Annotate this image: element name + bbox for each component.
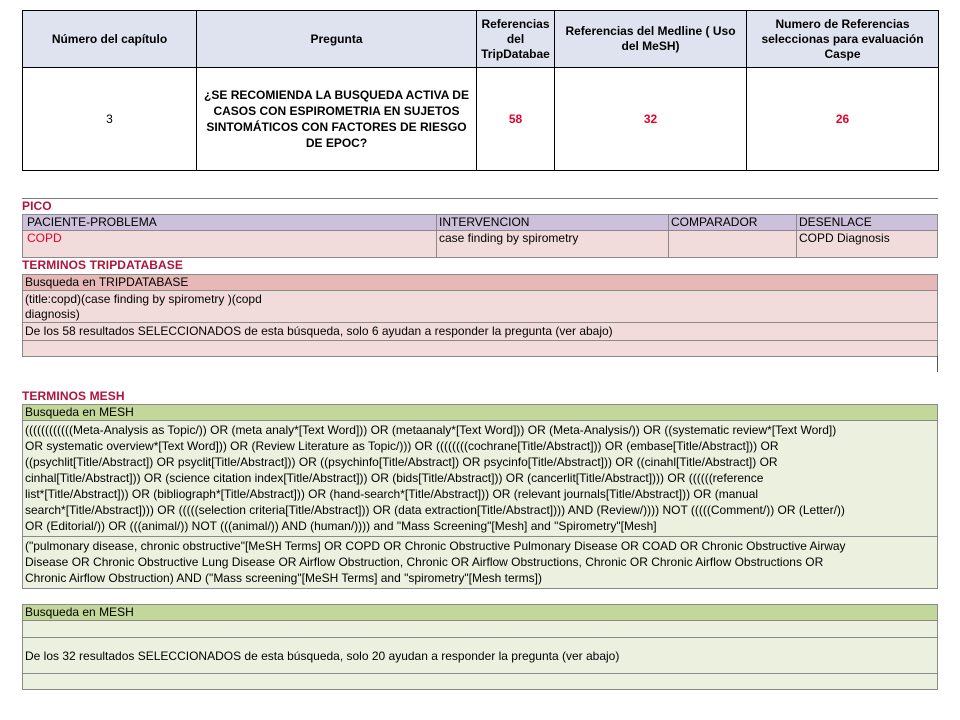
mesh-query-2-line-3: Chronic Airflow Obstruction) AND ("Mass screening"[MeSH Terms] and "spirometry"[Mesh terms]) — [25, 571, 542, 585]
mesh-result-text: De los 32 resultados SELECCIONADOS de esta búsqueda, solo 20 ayudan a responder la pregunta (ver abajo) — [22, 637, 938, 674]
caspe-refs-value: 26 — [747, 68, 939, 171]
mesh-empty-row-1 — [22, 620, 938, 638]
trip-empty-row — [22, 340, 938, 357]
trip-border-tail — [937, 356, 938, 372]
pico-header-patient: PACIENTE-PROBLEMA — [25, 215, 437, 230]
pico-value-outcome: COPD Diagnosis — [799, 231, 890, 245]
mesh-query-1-line-5: list*[Title/Abstract])) OR (bibliograph*[Title/Abstract])) OR (hand-search*[Title/Abstract])) OR (relevant journals[Title/Abstract])) OR (manual — [25, 487, 759, 501]
pico-header-row — [22, 214, 938, 231]
trip-query-line-1: (title:copd)(case finding by spirometry )(copd — [25, 292, 262, 306]
trip-query — [22, 290, 938, 323]
header-chapter: Número del capítulo — [23, 11, 197, 68]
mesh-query-2-line-1: ("pulmonary disease, chronic obstructive"[MeSH Terms] OR COPD OR Chronic Obstructive Pulmonary Disease OR COAD OR Chronic Obstructive Airway — [25, 539, 846, 553]
trip-query-line-2: diagnosis) — [25, 307, 80, 321]
mesh-query-1-line-7: OR (Editorial/)) OR (((animal/)) NOT (((animal/)) AND (human/)))) and "Mass Screening"[Mesh] and "Spirometry"[Mesh] — [25, 519, 657, 533]
summary-data-row — [23, 68, 939, 171]
mesh-query-2 — [22, 536, 938, 589]
mesh-query-1-line-4: cinhal[Title/Abstract])) OR (science citation index[Title/Abstract])) OR (bids[Title/Abstract])) OR (cancerlit[Title/Abstract]))) OR ((((((reference — [25, 471, 764, 485]
header-caspe-refs: Numero de Referencias seleccionas para evaluación Caspe — [747, 11, 939, 68]
trip-title: TERMINOS TRIPDATABASE — [22, 258, 183, 272]
pico-header-outcome: DESENLACE — [799, 215, 872, 229]
trip-refs-value: 58 — [477, 68, 555, 171]
mesh-query-1 — [22, 420, 938, 537]
trip-search-header: Busqueda en TRIPDATABASE — [22, 274, 938, 291]
summary-table — [22, 10, 939, 171]
mesh-query-1-line-3: ((psychlit[Title/Abstract]) OR psyclit[Title/Abstract])) OR ((psychinfo[Title/Abstract]) OR psycinfo[Title/Abstract])) OR ((cinahl[Title/Abstract]) OR — [25, 455, 778, 469]
header-trip-refs: Referencias del TripDatabae — [477, 11, 555, 68]
header-question: Pregunta — [197, 11, 477, 68]
pico-title: PICO — [22, 199, 52, 213]
mesh-query-1-line-1: ((((((((((((Meta-Analysis as Topic/)) OR (meta analy*[Text Word])) OR (metaanaly*[Text Word])) OR (Meta-Analysis/)) OR ((systematic review*[Text Word]) — [25, 423, 837, 437]
pico-header-comparator: COMPARADOR — [669, 215, 797, 230]
mesh-query-2-line-2: Disease OR Chronic Obstructive Lung Disease OR Airflow Obstruction, Chronic OR Airflow Obstructions, Chronic OR Chronic Airflow Obstructions OR — [25, 555, 824, 569]
trip-result-text: De los 58 resultados SELECCIONADOS de esta búsqueda, solo 6 ayudan a responder la pregunta (ver abajo) — [22, 322, 938, 341]
header-medline-refs: Referencias del Medline ( Uso del MeSH) — [555, 11, 747, 68]
chapter-number: 3 — [23, 68, 197, 171]
pico-value-comparator — [669, 231, 797, 257]
mesh-search-header-2: Busqueda en MESH — [22, 604, 938, 621]
mesh-search-header: Busqueda en MESH — [22, 404, 938, 421]
mesh-title: TERMINOS MESH — [22, 389, 125, 403]
summary-header-row — [23, 11, 939, 68]
mesh-empty-row-2 — [22, 673, 938, 690]
divider-top — [22, 198, 938, 199]
pico-values-row — [22, 230, 938, 258]
pico-header-intervention: INTERVENCION — [437, 215, 669, 230]
mesh-query-1-line-2: OR systematic overview*[Text Word])) OR (Review Literature as Topic/))) OR ((((((((cochrane[Title/Abstract])) OR (embase[Title/Abstract])) OR — [25, 439, 779, 453]
question-text: ¿SE RECOMIENDA LA BUSQUEDA ACTIVA DE CASOS CON ESPIROMETRIA EN SUJETOS SINTOMÁTICOS CON FACTORES DE RIESGO DE EPOC? — [197, 68, 477, 171]
pico-value-patient: COPD — [25, 231, 437, 257]
mesh-query-1-line-6: search*[Title/Abstract]))) OR (((((selection criteria[Title/Abstract])) OR (data extraction[Title/Abstract]))) AND (Review/)))) NOT (((((Comment/)) OR (Letter/)) — [25, 503, 845, 517]
pico-value-intervention: case finding by spirometry — [437, 231, 669, 257]
medline-refs-value: 32 — [555, 68, 747, 171]
